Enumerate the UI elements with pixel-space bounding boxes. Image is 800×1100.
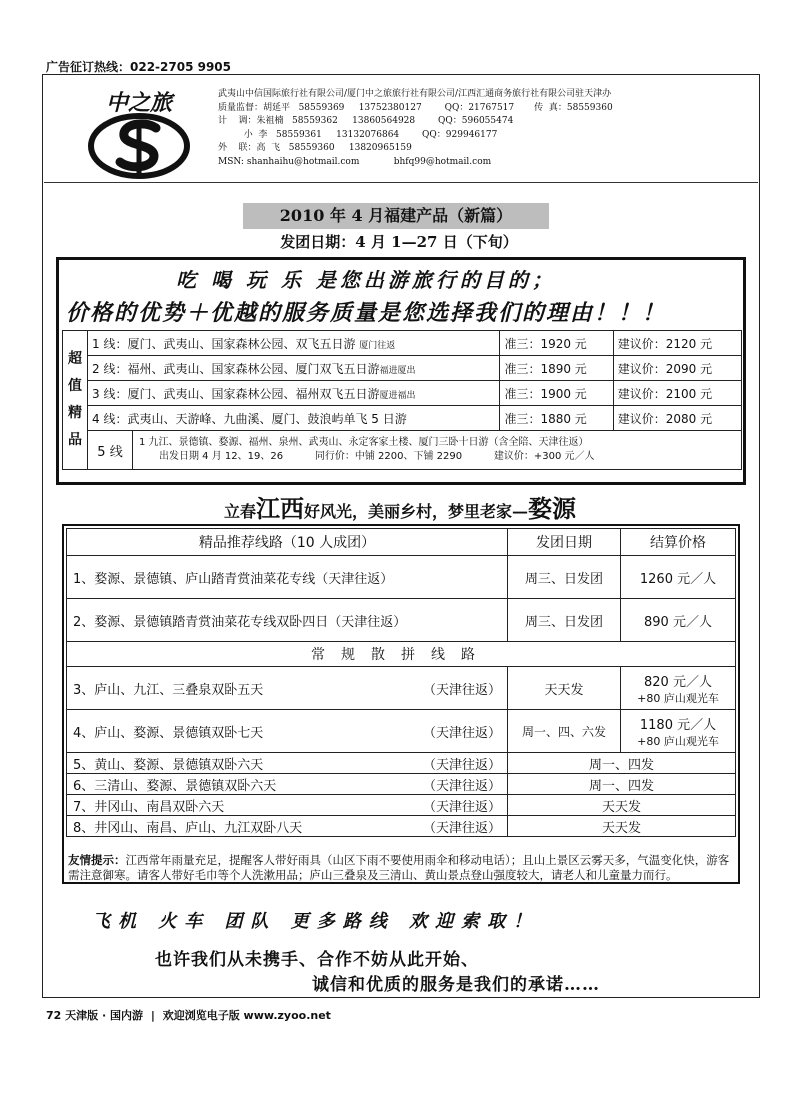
closing-line-1: 也许我们从未携手、合作不妨从此开始、	[155, 950, 479, 970]
slogan-line-2: 价格的优势＋优越的服务质量是您选择我们的理由！！！	[66, 300, 667, 326]
tip-label: 友情提示：	[68, 853, 126, 867]
table-row	[63, 406, 742, 431]
contact-planner-2: 小 李 58559361 13132076864 QQ：929946177	[218, 129, 498, 140]
swirl-logo-icon	[64, 84, 214, 184]
page-title: 2010 年 4 月福建产品（新篇）	[243, 203, 549, 229]
jiangxi-routes-table	[66, 528, 736, 837]
table-row	[63, 356, 742, 381]
contact-msn: MSN: shanhaihu@hotmail.com bhfq99@hotmail.com	[218, 156, 492, 167]
header-price: 结算价格	[621, 529, 736, 556]
departure-dates: 发团日期：4 月 1—27 日（下旬）	[280, 233, 518, 251]
header-route: 精品推荐线路（10 人成团）	[67, 529, 508, 556]
price-cell: 1180 元／人 +80 庐山观光车	[621, 710, 736, 753]
line5-cell	[88, 431, 742, 470]
closing-line-2: 诚信和优质的服务是我们的承诺……	[312, 975, 600, 995]
contact-planner-1: 计 调：朱祖楠 58559362 13860564928 QQ：596055474	[218, 116, 514, 126]
route-cell: 8、井冈山、南昌、庐山、九江双卧八天 （天津往返）	[67, 816, 508, 837]
header-date: 发团日期	[508, 529, 621, 556]
table-row	[67, 556, 736, 599]
table-row	[67, 774, 736, 795]
page-footer: 72 天津版 · 国内游 | 欢迎浏览电子版 www.zyoo.net	[46, 1009, 331, 1022]
date-cell: 周一、四发	[508, 774, 736, 795]
ad-hotline: 广告征订热线：022-2705 9905	[46, 60, 232, 74]
route-cell: 2 线：福州、武夷山、国家森林公园、厦门双飞五日游福进厦出	[88, 356, 500, 381]
route-cell: 3、庐山、九江、三叠泉双卧五天 （天津往返）	[67, 667, 508, 710]
price-cell: 1260 元／人	[621, 556, 736, 599]
route-cell: 1 线：厦门、武夷山、国家森林公园、双飞五日游 厦门往返	[88, 331, 500, 356]
table-row	[67, 599, 736, 642]
route-cell: 4、庐山、婺源、景德镇双卧七天 （天津往返）	[67, 710, 508, 753]
page-number: 72	[46, 1009, 62, 1022]
price-cell: 准三：1890 元	[500, 356, 613, 381]
table-row	[63, 431, 742, 470]
route-cell: 6、三清山、婺源、景德镇双卧六天 （天津往返）	[67, 774, 508, 795]
table-header-row	[67, 529, 736, 556]
contact-liaison: 外 联：高 飞 58559360 13820965159	[218, 143, 412, 153]
suggest-price-cell: 建议价：2080 元	[613, 406, 741, 431]
table-row	[63, 331, 742, 356]
date-cell: 周三、日发团	[508, 599, 621, 642]
suggest-price-cell: 建议价：2090 元	[613, 356, 741, 381]
tip-text: 江西常年雨量充足，提醒客人带好雨具（山区下雨不要使用雨伞和移动电话）；且山上景区云雾天多，气温变化快，游客需注意御寒。请客人带好毛巾等个人洗漱用品；庐山三叠泉及三清山、黄山景点登山强度较大，请老人和儿童量力而行。	[68, 853, 730, 882]
section-header-row	[67, 642, 736, 667]
price-cell: 准三：1880 元	[500, 406, 613, 431]
suggest-price-cell: 建议价：2100 元	[613, 381, 741, 406]
price-cell: 准三：1920 元	[500, 331, 613, 356]
category-label: 超 值 精 品	[63, 331, 88, 470]
price-cell: 890 元／人	[621, 599, 736, 642]
friendly-tip	[68, 853, 736, 883]
date-cell: 周一、四、六发	[508, 710, 621, 753]
table-row	[67, 710, 736, 753]
fujian-routes-table	[62, 330, 742, 470]
date-cell: 周一、四发	[508, 753, 736, 774]
call-to-action: 飞机 火车 团队 更多路线 欢迎索取！	[92, 911, 540, 932]
date-cell: 天天发	[508, 795, 736, 816]
company-logo	[64, 84, 214, 184]
suggest-price-cell: 建议价：2120 元	[613, 331, 741, 356]
route-cell: 2、婺源、景德镇踏青赏油菜花专线双卧四日（天津往返）	[67, 599, 508, 642]
table-row	[67, 795, 736, 816]
table-row	[67, 667, 736, 710]
price-cell: 820 元／人 +80 庐山观光车	[621, 667, 736, 710]
logo-text: 中之旅	[105, 90, 173, 116]
header-divider	[44, 182, 758, 183]
edition-label: 天津版 · 国内游	[65, 1009, 143, 1022]
price-cell: 准三：1900 元	[500, 381, 613, 406]
route-cell: 7、井冈山、南昌双卧六天 （天津往返）	[67, 795, 508, 816]
route-cell: 3 线：厦门、武夷山、国家森林公园、福州双飞五日游厦进福出	[88, 381, 500, 406]
route-cell: 5、黄山、婺源、景德镇双卧六天 （天津往返）	[67, 753, 508, 774]
jiangxi-heading: 立春江西好风光，美丽乡村，梦里老家—婺源	[223, 494, 577, 523]
line5-route: 1 九江、景德镇、婺源、福州、泉州、武夷山、永定客家土楼、厦门三卧十日游（含全陪、天津往返） 出发日期 4 月 12、19、26 同行价：中铺 2200、下铺 2290 建议价：+300 元／人	[139, 437, 595, 462]
section-title: 常规散拼线路	[67, 642, 736, 667]
contact-quality: 质量监督：胡延平 58559369 13752380127 QQ：21767517 传 真：58559360	[218, 102, 613, 113]
route-cell: 4 线：武夷山、天游峰、九曲溪、厦门、鼓浪屿单飞 5 日游	[88, 406, 500, 431]
company-names: 武夷山中信国际旅行社有限公司/厦门中之旅旅行社有限公司/江西汇通商务旅行社有限公司驻天津办	[218, 89, 612, 99]
company-info	[218, 88, 613, 169]
slogan-line-1: 吃 喝 玩 乐 是您出游旅行的目的；	[176, 268, 556, 292]
table-row	[63, 381, 742, 406]
table-row	[67, 753, 736, 774]
line5-label: 5 线	[88, 431, 133, 469]
date-cell: 天天发	[508, 816, 736, 837]
route-cell: 1、婺源、景德镇、庐山踏青赏油菜花专线（天津往返）	[67, 556, 508, 599]
table-row	[67, 816, 736, 837]
date-cell: 天天发	[508, 667, 621, 710]
date-cell: 周三、日发团	[508, 556, 621, 599]
website-link[interactable]: 欢迎浏览电子版 www.zyoo.net	[162, 1009, 331, 1022]
